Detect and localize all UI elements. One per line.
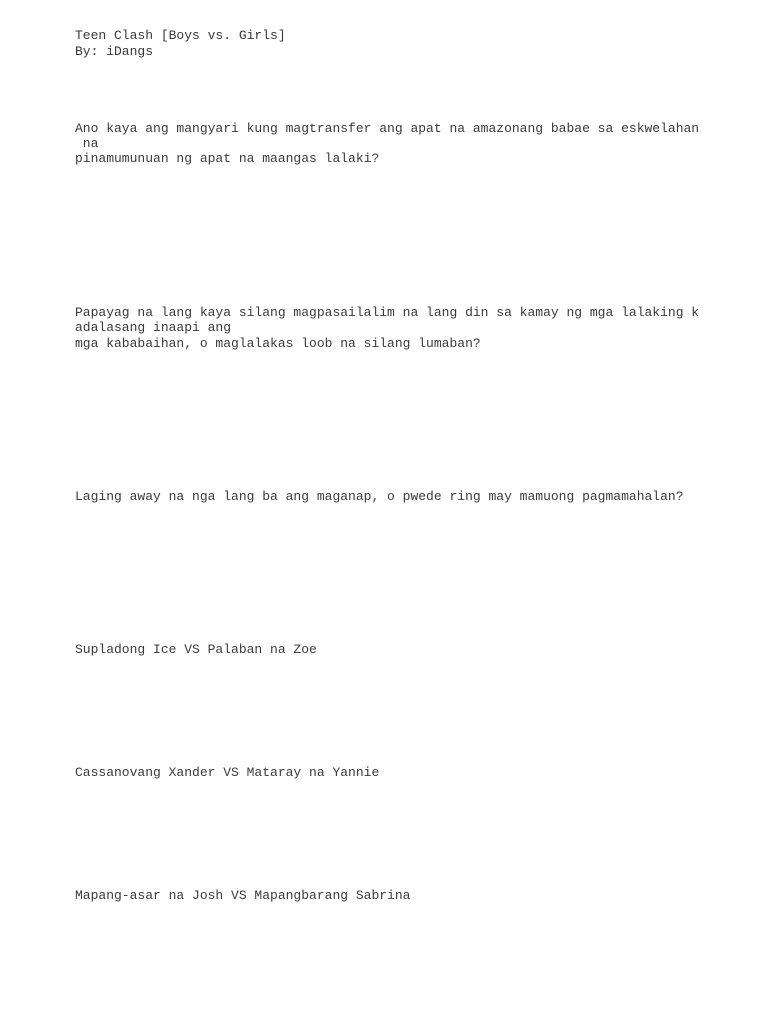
paragraph-6-line-1: Mapang-asar na Josh VS Mapangbarang Sabrina xyxy=(75,888,411,903)
paragraph-3-line-1: Laging away na nga lang ba ang maganap, o pwede ring may mamuong pagmamahalan? xyxy=(75,489,684,504)
paragraph-5-line-1: Cassanovang Xander VS Mataray na Yannie xyxy=(75,765,380,780)
paragraph-2-line-3: mga kababaihan, o maglalakas loob na silang lumaban? xyxy=(75,336,481,351)
paragraph-1-line-3: pinamumunuan ng apat na maangas lalaki? xyxy=(75,151,380,166)
paragraph-1-line-2: na xyxy=(75,136,99,151)
document-title: Teen Clash [Boys vs. Girls] xyxy=(75,28,286,43)
paragraph-2-line-1: Papayag na lang kaya silang magpasailalim na lang din sa kamay ng mga lalaking k xyxy=(75,305,700,320)
paragraph-2-line-2: adalasang inaapi ang xyxy=(75,320,232,335)
paragraph-1-line-1: Ano kaya ang mangyari kung magtransfer ang apat na amazonang babae sa eskwelahan xyxy=(75,121,700,136)
document-author: By: iDangs xyxy=(75,44,154,59)
paragraph-4-line-1: Supladong Ice VS Palaban na Zoe xyxy=(75,642,317,657)
